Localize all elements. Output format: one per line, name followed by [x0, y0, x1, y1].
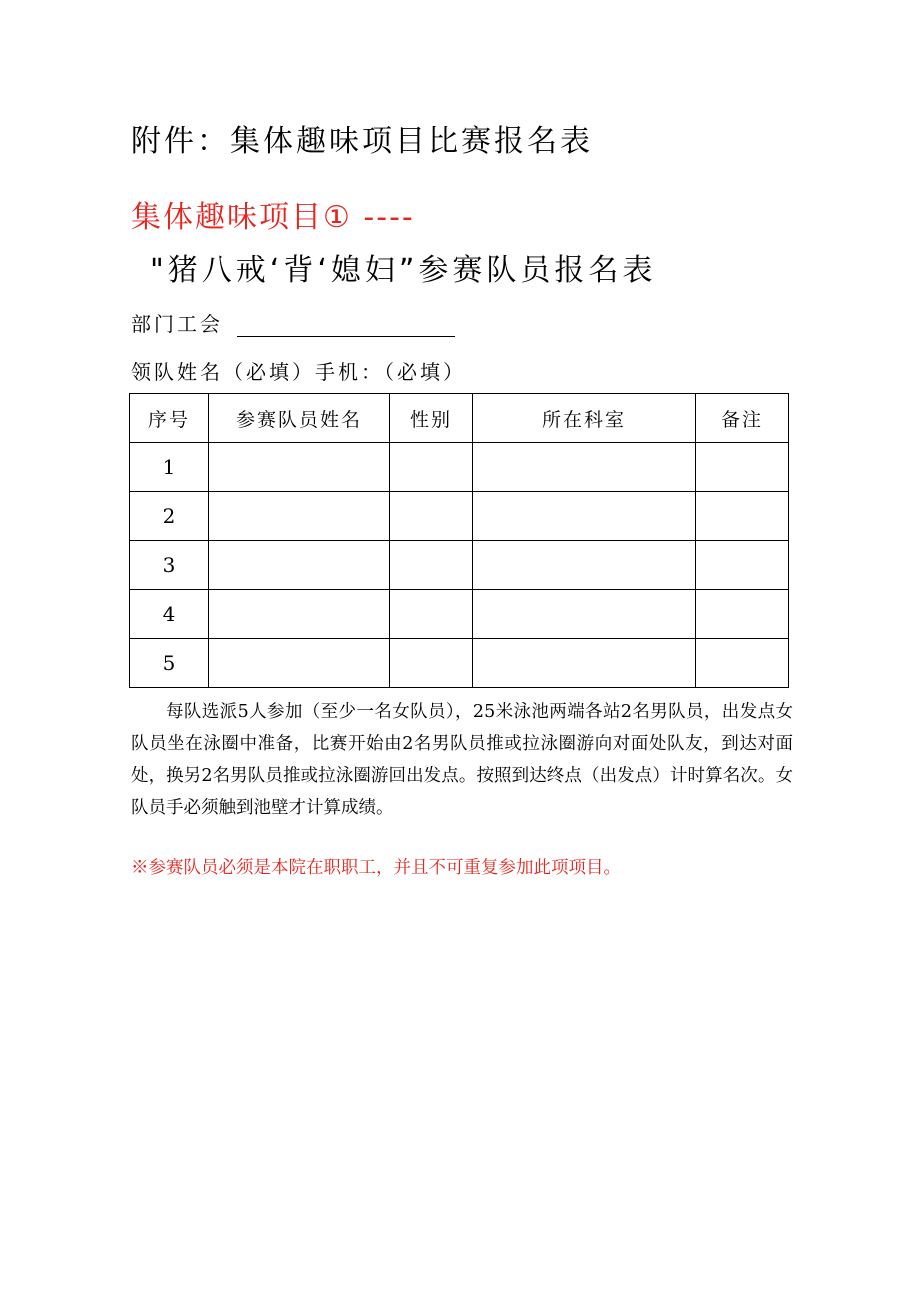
row-number: 3	[130, 541, 209, 590]
form-title: "猪八戒‘背‘媳妇”参赛队员报名表	[150, 253, 657, 288]
department-cell[interactable]	[473, 492, 696, 541]
note-cell[interactable]	[696, 541, 789, 590]
leader-line: 领队姓名（必填）手机：（必填）	[131, 360, 466, 384]
name-cell[interactable]	[209, 541, 390, 590]
gender-cell[interactable]	[390, 590, 473, 639]
row-number: 2	[130, 492, 209, 541]
department-label: 部门工会	[131, 312, 223, 336]
note-cell[interactable]	[696, 590, 789, 639]
department-cell[interactable]	[473, 443, 696, 492]
table-row	[130, 590, 789, 639]
gender-cell[interactable]	[390, 541, 473, 590]
event-subtitle: 集体趣味项目① ----	[131, 200, 415, 235]
row-number: 1	[130, 443, 209, 492]
roster-table	[129, 393, 789, 688]
note-cell[interactable]	[696, 443, 789, 492]
note-cell[interactable]	[696, 492, 789, 541]
gender-cell[interactable]	[390, 639, 473, 688]
gender-cell[interactable]	[390, 443, 473, 492]
table-row	[130, 492, 789, 541]
header-note: 备注	[696, 394, 789, 443]
header-gender: 性别	[390, 394, 473, 443]
header-name: 参赛队员姓名	[209, 394, 390, 443]
eligibility-notice: ※参赛队员必须是本院在职职工，并且不可重复参加此项项目。	[131, 858, 621, 878]
name-cell[interactable]	[209, 590, 390, 639]
header-number: 序号	[130, 394, 209, 443]
header-department: 所在科室	[473, 394, 696, 443]
name-cell[interactable]	[209, 639, 390, 688]
table-row	[130, 541, 789, 590]
table-header-row	[130, 394, 789, 443]
rules-paragraph: 每队选派5人参加（至少一名女队员），25米泳池两端各站2名男队员，出发点女队员坐在泳圈中准备，比赛开始由2名男队员推或拉泳圈游向对面处队友，到达对面处，换另2名男队员推或拉泳圈游回出发点。按照到达终点（出发点）计时算名次。女队员手必须触到池壁才计算成绩。	[131, 702, 793, 818]
department-cell[interactable]	[473, 541, 696, 590]
department-cell[interactable]	[473, 590, 696, 639]
name-cell[interactable]	[209, 492, 390, 541]
note-cell[interactable]	[696, 639, 789, 688]
department-blank-field[interactable]	[237, 316, 455, 337]
table-row	[130, 639, 789, 688]
row-number: 4	[130, 590, 209, 639]
department-line	[131, 308, 455, 337]
table-row	[130, 443, 789, 492]
document-title: 附件：集体趣味项目比赛报名表	[131, 124, 593, 159]
row-number: 5	[130, 639, 209, 688]
name-cell[interactable]	[209, 443, 390, 492]
gender-cell[interactable]	[390, 492, 473, 541]
department-cell[interactable]	[473, 639, 696, 688]
